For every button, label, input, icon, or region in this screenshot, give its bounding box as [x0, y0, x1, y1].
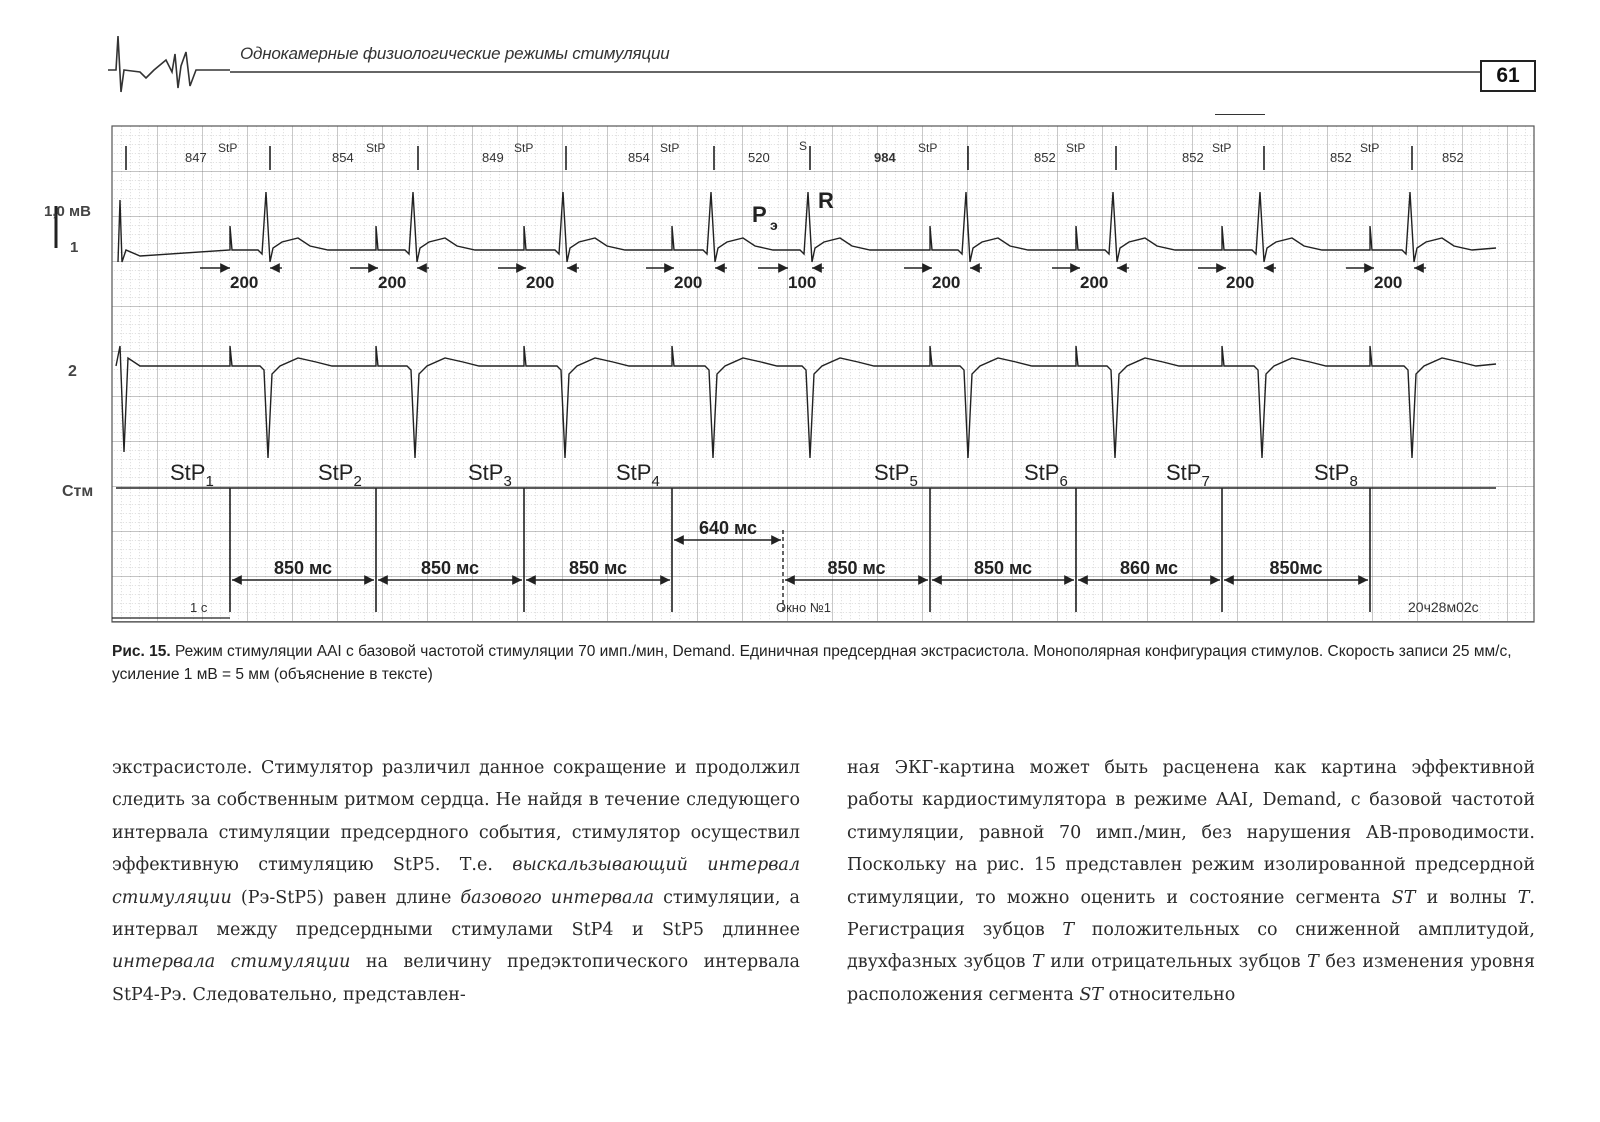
pacing-interval-value: 850 мс [973, 558, 1033, 578]
delay-value: 200 [932, 273, 961, 292]
stip-marker-label: StP [918, 141, 938, 155]
rr-interval-value: 852 [1330, 150, 1352, 165]
stim-pulse-label: StP$_6$ [1024, 460, 1068, 490]
preectopic-interval-value: 640 мс [698, 518, 758, 538]
running-header-title: Однокамерные физиологические режимы стимуляции [240, 44, 670, 63]
delay-value: 200 [230, 273, 259, 292]
channel-2-label: 2 [68, 363, 77, 380]
p-wave-label: P [752, 202, 767, 227]
rr-interval-value: 852 [1182, 150, 1204, 165]
rr-interval-value: 852 [1034, 150, 1056, 165]
rr-interval-value: 520 [748, 150, 770, 165]
stip-marker-label: StP [1360, 141, 1380, 155]
stip-marker-label: StP [660, 141, 680, 155]
body-column-left [112, 752, 800, 1011]
pacing-interval-value: 850мс [1269, 558, 1323, 578]
stip-marker-label: StP [514, 141, 534, 155]
delay-value: 200 [674, 273, 703, 292]
body-paragraph-left: экстрасистоле. Стимулятор различил данное сокращение и продолжил следить за собственным ритмом сердца. Не найдя в течение следующего интервала стимуляции предсердного события, стимулятор осуществил эффективную стимуляцию StP5. Т.е. выскальзывающий интервал стимуляции (Рэ-StP5) равен длине базового интервала стимуляции, а интервал между предсердными стимулами StP4 и StP5 длиннее интервала стимуляции на величину предэктопического интервала StP4-Рэ. Следовательно, представлен- [112, 758, 800, 1005]
stim-pulse-label: StP$_1$ [170, 460, 214, 490]
figure-caption-text: Режим стимуляции AAI с базовой частотой стимуляции 70 имп./мин, Demand. Единичная предсердная экстрасистола. Монополярная конфигурация стимулов. Скорость записи 25 мм/с, усиление 1 мВ = 5 мм (объяснение в тексте) [112, 643, 1512, 683]
r-wave-label: R [818, 188, 834, 213]
window-label: Окно №1 [776, 600, 831, 615]
delay-value: 200 [1080, 273, 1109, 292]
delay-value: 100 [788, 273, 817, 292]
page-number: 61 [1480, 60, 1536, 92]
rr-interval-value: 854 [628, 150, 650, 165]
stip-marker-label: StP [1066, 141, 1086, 155]
ectopic-s-label: S [799, 139, 808, 153]
pacing-interval-value: 850 мс [273, 558, 333, 578]
stim-pulse-label: StP$_4$ [616, 460, 660, 490]
figure-caption-label: Рис. 15. [112, 643, 171, 660]
pacing-interval-value: 860 мс [1119, 558, 1179, 578]
channel-scale-label: 1,0 мВ [44, 203, 91, 220]
delay-value: 200 [526, 273, 555, 292]
rr-interval-value: 852 [1442, 150, 1464, 165]
rr-interval-value: 854 [332, 150, 354, 165]
stim-pulse-label: StP$_5$ [874, 460, 918, 490]
stim-pulse-label: StP$_8$ [1314, 460, 1358, 490]
figure-caption [112, 640, 1536, 686]
delay-value: 200 [378, 273, 407, 292]
delay-value: 200 [1374, 273, 1403, 292]
stim-pulse-label: StP$_2$ [318, 460, 362, 490]
recording-timestamp: 20ч28м02с [1408, 599, 1479, 615]
stip-marker-label: StP [1212, 141, 1232, 155]
p-wave-sub-label: э [770, 217, 778, 233]
stim-channel-label: Стм [62, 483, 94, 500]
rr-interval-value: 984 [874, 150, 896, 165]
pacing-interval-value: 850 мс [420, 558, 480, 578]
delay-value: 200 [1226, 273, 1255, 292]
stim-pulse-label: StP$_3$ [468, 460, 512, 490]
rr-interval-value: 847 [185, 150, 207, 165]
rr-interval-value: 849 [482, 150, 504, 165]
pacing-interval-value: 850 мс [827, 558, 886, 578]
pacing-interval-value: 850 мс [568, 558, 628, 578]
stip-marker-label: StP [366, 141, 386, 155]
stim-pulse-label: StP$_7$ [1166, 460, 1210, 490]
body-column-right [847, 752, 1535, 1011]
stip-marker-label: StP [218, 141, 238, 155]
time-scale-label: 1 с [190, 600, 208, 615]
channel-1-label: 1 [70, 239, 79, 256]
body-paragraph-right: ная ЭКГ-картина может быть расценена как картина эффективной работы кардиостимулятора в режиме AAI, Demand, с базовой частотой стимуляции, равной 70 имп./мин, без нарушения АВ-проводимости. Поскольку на рис. 15 представлен режим изолированной предсердной стимуляции, то можно оценить и состояние сегмента ST и волны T. Регистрация зубцов T положительных со сниженной амплитудой, двухфазных зубцов T или отрицательных зубцов T без изменения уровня расположения сегмента ST относительно [847, 758, 1536, 1005]
